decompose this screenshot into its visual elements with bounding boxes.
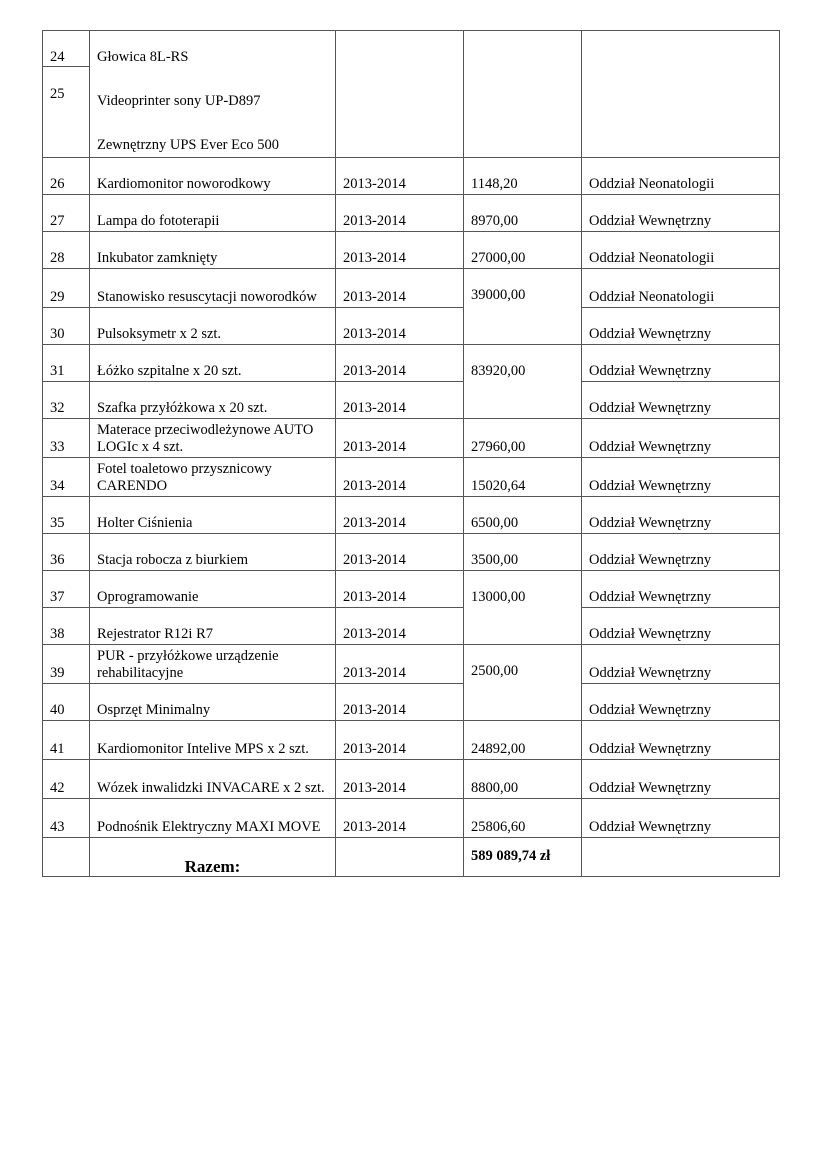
table-row bbox=[43, 608, 780, 645]
item-name: Kardiomonitor Intelive MPS x 2 szt. bbox=[90, 721, 336, 760]
year: 2013-2014 bbox=[336, 760, 464, 799]
year-cell bbox=[336, 31, 464, 158]
table-row bbox=[43, 195, 780, 232]
department: Oddział Wewnętrzny bbox=[582, 608, 780, 645]
row-number: 28 bbox=[43, 232, 90, 269]
value: 13000,00 bbox=[464, 571, 582, 645]
item-name: Rejestrator R12i R7 bbox=[90, 608, 336, 645]
year: 2013-2014 bbox=[336, 382, 464, 419]
item-name: Kardiomonitor noworodkowy bbox=[90, 158, 336, 195]
empty-cell bbox=[582, 838, 780, 877]
row-number-cell bbox=[43, 31, 90, 158]
year: 2013-2014 bbox=[336, 158, 464, 195]
item-name: Głowica 8L-RS bbox=[97, 49, 189, 65]
table-row bbox=[43, 419, 780, 458]
item-name: Łóżko szpitalne x 20 szt. bbox=[90, 345, 336, 382]
department: Oddział Wewnętrzny bbox=[582, 419, 780, 458]
item-name: Holter Ciśnienia bbox=[90, 497, 336, 534]
year: 2013-2014 bbox=[336, 419, 464, 458]
table-row bbox=[43, 158, 780, 195]
value: 8970,00 bbox=[464, 195, 582, 232]
table-row bbox=[43, 458, 780, 497]
row-number: 39 bbox=[43, 645, 90, 684]
value: 2500,00 bbox=[464, 645, 582, 721]
year: 2013-2014 bbox=[336, 497, 464, 534]
value: 1148,20 bbox=[464, 158, 582, 195]
department: Oddział Wewnętrzny bbox=[582, 645, 780, 684]
value: 83920,00 bbox=[464, 345, 582, 419]
value: 27000,00 bbox=[464, 232, 582, 269]
row-number: 29 bbox=[43, 269, 90, 308]
row-number: 34 bbox=[43, 458, 90, 497]
item-name: Fotel toaletowo przysznicowy CARENDO bbox=[90, 458, 336, 497]
value: 3500,00 bbox=[464, 534, 582, 571]
table-row bbox=[43, 308, 780, 345]
item-name: PUR - przyłóżkowe urządzenie rehabilitacyjne bbox=[90, 645, 336, 684]
department: Oddział Wewnętrzny bbox=[582, 534, 780, 571]
table-row bbox=[43, 760, 780, 799]
row-number: 33 bbox=[43, 419, 90, 458]
total-label: Razem: bbox=[90, 838, 336, 877]
department: Oddział Neonatologii bbox=[582, 232, 780, 269]
table-row bbox=[43, 31, 780, 158]
year: 2013-2014 bbox=[336, 645, 464, 684]
row-number: 25 bbox=[50, 86, 65, 102]
total-value: 589 089,74 zł bbox=[464, 838, 582, 877]
row-number: 26 bbox=[43, 158, 90, 195]
year: 2013-2014 bbox=[336, 345, 464, 382]
value: 24892,00 bbox=[464, 721, 582, 760]
value: 6500,00 bbox=[464, 497, 582, 534]
value: 27960,00 bbox=[464, 419, 582, 458]
department: Oddział Wewnętrzny bbox=[582, 458, 780, 497]
row-number: 40 bbox=[43, 684, 90, 721]
item-name: Oprogramowanie bbox=[90, 571, 336, 608]
value: 39000,00 bbox=[464, 269, 582, 345]
total-row bbox=[43, 838, 780, 877]
year: 2013-2014 bbox=[336, 721, 464, 760]
item-name: Osprzęt Minimalny bbox=[90, 684, 336, 721]
item-name: Pulsoksymetr x 2 szt. bbox=[90, 308, 336, 345]
department: Oddział Wewnętrzny bbox=[582, 760, 780, 799]
department: Oddział Wewnętrzny bbox=[582, 571, 780, 608]
row-number: 30 bbox=[43, 308, 90, 345]
value-cell bbox=[464, 31, 582, 158]
department: Oddział Wewnętrzny bbox=[582, 345, 780, 382]
year: 2013-2014 bbox=[336, 534, 464, 571]
item-name: Wózek inwalidzki INVACARE x 2 szt. bbox=[90, 760, 336, 799]
item-name: Materace przeciwodleżynowe AUTO LOGIc x 4 szt. bbox=[90, 419, 336, 458]
department: Oddział Wewnętrzny bbox=[582, 195, 780, 232]
department: Oddział Wewnętrzny bbox=[582, 308, 780, 345]
row-number: 35 bbox=[43, 497, 90, 534]
department: Oddział Wewnętrzny bbox=[582, 382, 780, 419]
item-name: Szafka przyłóżkowa x 20 szt. bbox=[90, 382, 336, 419]
row-number: 37 bbox=[43, 571, 90, 608]
table-row bbox=[43, 571, 780, 608]
row-number: 41 bbox=[43, 721, 90, 760]
table-row bbox=[43, 645, 780, 684]
empty-cell bbox=[336, 838, 464, 877]
value: 8800,00 bbox=[464, 760, 582, 799]
item-name: Podnośnik Elektryczny MAXI MOVE bbox=[90, 799, 336, 838]
table-row bbox=[43, 721, 780, 760]
year: 2013-2014 bbox=[336, 799, 464, 838]
item-name-cell bbox=[90, 31, 336, 158]
row-number: 38 bbox=[43, 608, 90, 645]
row-number: 43 bbox=[43, 799, 90, 838]
department: Oddział Wewnętrzny bbox=[582, 684, 780, 721]
row-number: 24 bbox=[43, 31, 89, 67]
value: 25806,60 bbox=[464, 799, 582, 838]
item-name: Lampa do fototerapii bbox=[90, 195, 336, 232]
table-row bbox=[43, 232, 780, 269]
item-name: Stacja robocza z biurkiem bbox=[90, 534, 336, 571]
table-row bbox=[43, 345, 780, 382]
table-row bbox=[43, 497, 780, 534]
year: 2013-2014 bbox=[336, 608, 464, 645]
department: Oddział Wewnętrzny bbox=[582, 497, 780, 534]
table-row bbox=[43, 382, 780, 419]
table-row bbox=[43, 269, 780, 308]
item-name: Inkubator zamknięty bbox=[90, 232, 336, 269]
year: 2013-2014 bbox=[336, 269, 464, 308]
table-row bbox=[43, 534, 780, 571]
row-number: 31 bbox=[43, 345, 90, 382]
year: 2013-2014 bbox=[336, 232, 464, 269]
year: 2013-2014 bbox=[336, 458, 464, 497]
department: Oddział Wewnętrzny bbox=[582, 799, 780, 838]
value: 15020,64 bbox=[464, 458, 582, 497]
row-number: 36 bbox=[43, 534, 90, 571]
department: Oddział Neonatologii bbox=[582, 158, 780, 195]
department: Oddział Neonatologii bbox=[582, 269, 780, 308]
department: Oddział Wewnętrzny bbox=[582, 721, 780, 760]
year: 2013-2014 bbox=[336, 684, 464, 721]
row-number: 27 bbox=[43, 195, 90, 232]
item-name: Stanowisko resuscytacji noworodków bbox=[90, 269, 336, 308]
department-cell bbox=[582, 31, 780, 158]
item-name: Videoprinter sony UP-D897 bbox=[97, 93, 261, 109]
year: 2013-2014 bbox=[336, 195, 464, 232]
year: 2013-2014 bbox=[336, 308, 464, 345]
table-row bbox=[43, 684, 780, 721]
table-row bbox=[43, 799, 780, 838]
row-number: 32 bbox=[43, 382, 90, 419]
equipment-table bbox=[42, 30, 780, 877]
empty-cell bbox=[43, 838, 90, 877]
year: 2013-2014 bbox=[336, 571, 464, 608]
row-number: 42 bbox=[43, 760, 90, 799]
item-name: Zewnętrzny UPS Ever Eco 500 bbox=[97, 137, 280, 153]
